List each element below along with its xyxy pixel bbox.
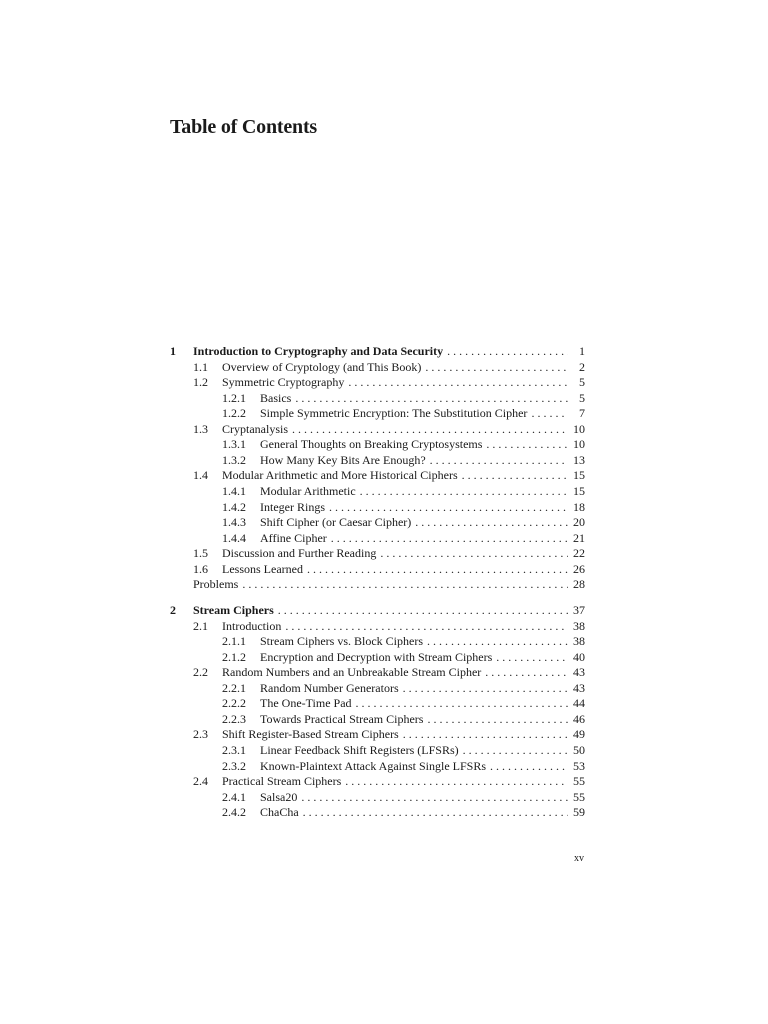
toc-entry-page: 43: [573, 680, 585, 695]
toc-entry-page: 38: [573, 618, 585, 633]
toc-entry[interactable]: [0, 712, 768, 728]
toc-entry-number: 2.2.2: [222, 696, 246, 711]
dot-leader: [303, 562, 568, 578]
toc-entry-title-wrap: [260, 805, 568, 821]
toc-entry-title-wrap: [260, 634, 568, 650]
toc-entry-number: 1.4.3: [222, 515, 246, 530]
toc-entry-title: How Many Key Bits Are Enough?: [260, 452, 426, 467]
toc-entry-page: 55: [573, 789, 585, 804]
toc-entry-title-wrap: [222, 727, 568, 743]
toc-entry-number: 2.1.1: [222, 634, 246, 649]
toc-entry-title-wrap: [260, 484, 568, 500]
toc-entry-page: 26: [573, 561, 585, 576]
dot-leader: [376, 546, 568, 562]
toc-entry-number: 2.1.2: [222, 649, 246, 664]
toc-entry-title-wrap: [260, 743, 568, 759]
dot-leader: [426, 453, 568, 469]
toc-entry-title-wrap: [260, 696, 568, 712]
toc-entry-title: Shift Cipher (or Caesar Cipher): [260, 515, 412, 530]
toc-entry-number: 1.5: [193, 546, 208, 561]
toc-entry-page: 1: [579, 344, 585, 358]
toc-entry-title: Modular Arithmetic and More Historical Ciphers: [222, 468, 458, 483]
toc-entry-title-wrap: [193, 344, 568, 360]
toc-entry-title: Simple Symmetric Encryption: The Substitution Cipher: [260, 406, 528, 421]
toc-entry-title-wrap: [260, 681, 568, 697]
toc-entry-title-wrap: [260, 712, 568, 728]
toc-entry-number: 1.1: [193, 359, 208, 374]
dot-leader: [288, 422, 568, 438]
toc-entry-title-wrap: [222, 665, 568, 681]
toc-entry[interactable]: [0, 577, 768, 593]
toc-entry-title: Discussion and Further Reading: [222, 546, 377, 561]
toc-entry-number: 2.3.1: [222, 742, 246, 757]
toc-entry-page: 18: [573, 499, 585, 514]
toc-entry-page: 10: [573, 437, 585, 452]
toc-entry-title: Overview of Cryptology (and This Book): [222, 359, 422, 374]
page-title: Table of Contents: [170, 116, 317, 138]
toc-entry-page: 37: [573, 603, 585, 617]
toc-entry[interactable]: [0, 634, 768, 650]
toc-entry-title: Towards Practical Stream Ciphers: [260, 711, 424, 726]
toc-entry-page: 15: [573, 483, 585, 498]
toc-entry[interactable]: [0, 437, 768, 453]
toc-entry-number: 1.4.2: [222, 499, 246, 514]
dot-leader: [411, 515, 568, 531]
toc-entry-title-wrap: [260, 453, 568, 469]
dot-leader: [443, 344, 568, 360]
toc-entry-page: 22: [573, 546, 585, 561]
toc-entry-number: 2.1: [193, 618, 208, 633]
dot-leader: [399, 681, 568, 697]
toc-entry-title-wrap: [222, 619, 568, 635]
dot-leader: [423, 634, 568, 650]
toc-entry-title: Introduction: [222, 618, 282, 633]
toc-entry-title: Stream Ciphers: [193, 603, 274, 617]
dot-leader: [299, 805, 568, 821]
toc-entry[interactable]: [0, 500, 768, 516]
dot-leader: [281, 619, 568, 635]
dot-leader: [459, 743, 568, 759]
toc-entry-page: 46: [573, 711, 585, 726]
toc-chapter-entry[interactable]: [0, 603, 768, 619]
toc-entry[interactable]: [0, 619, 768, 635]
toc-entry-page: 40: [573, 649, 585, 664]
toc-entry-number: 2.4: [193, 774, 208, 789]
dot-leader: [458, 468, 568, 484]
toc-entry-page: 38: [573, 634, 585, 649]
toc-entry[interactable]: [0, 531, 768, 547]
toc-entry-title-wrap: [260, 531, 568, 547]
toc-entry-page: 10: [573, 421, 585, 436]
toc-entry-title: Encryption and Decryption with Stream Ciphers: [260, 649, 493, 664]
toc-entry-title-wrap: [260, 500, 568, 516]
toc-entry-page: 7: [579, 406, 585, 421]
dot-leader: [274, 603, 568, 619]
toc-entry[interactable]: [0, 375, 768, 391]
toc-entry-page: 15: [573, 468, 585, 483]
toc-entry-page: 49: [573, 727, 585, 742]
dot-leader: [297, 790, 568, 806]
toc-entry-page: 43: [573, 665, 585, 680]
page-number: xv: [574, 853, 584, 864]
toc-entry-title: Shift Register-Based Stream Ciphers: [222, 727, 399, 742]
toc-entry-title: Known-Plaintext Attack Against Single LFSRs: [260, 758, 487, 773]
toc-entry-title-wrap: [222, 468, 568, 484]
toc-entry[interactable]: [0, 681, 768, 697]
toc-entry[interactable]: [0, 468, 768, 484]
toc-entry[interactable]: [0, 406, 768, 422]
toc-entry-number: 1.4: [193, 468, 208, 483]
toc-entry-title: Random Numbers and an Unbreakable Stream Cipher: [222, 665, 482, 680]
toc-entry-title: Problems: [193, 577, 239, 592]
toc-entry[interactable]: [0, 696, 768, 712]
toc-entry-title-wrap: [193, 577, 568, 593]
dot-leader: [327, 531, 568, 547]
toc-entry-title: Introduction to Cryptography and Data Security: [193, 344, 444, 358]
toc-entry-page: 2: [579, 359, 585, 374]
toc-entry-number: 2: [170, 603, 176, 617]
toc-entry[interactable]: [0, 774, 768, 790]
toc-entry-page: 13: [573, 452, 585, 467]
toc-entry[interactable]: [0, 391, 768, 407]
toc-entry-number: 1.4.1: [222, 483, 246, 498]
dot-leader: [423, 712, 568, 728]
toc-entry-title-wrap: [222, 360, 568, 376]
dot-leader: [356, 484, 568, 500]
toc-entry-title: The One-Time Pad: [260, 696, 352, 711]
toc-entry[interactable]: [0, 484, 768, 500]
toc-entry-title-wrap: [193, 603, 568, 619]
toc-entry-number: 2.4.2: [222, 805, 246, 820]
toc-entry-title-wrap: [222, 375, 568, 391]
dot-leader: [325, 500, 568, 516]
toc-entry-title-wrap: [260, 790, 568, 806]
toc-entry-title-wrap: [222, 422, 568, 438]
toc-entry-title: Linear Feedback Shift Registers (LFSRs): [260, 742, 459, 757]
toc-entry-title: Stream Ciphers vs. Block Ciphers: [260, 634, 423, 649]
toc-entry-number: 1.3.1: [222, 437, 246, 452]
toc-entry-title-wrap: [260, 391, 568, 407]
dot-leader: [238, 577, 568, 593]
toc-entry-number: 1: [170, 344, 176, 358]
dot-leader: [341, 774, 568, 790]
toc-entry-title: General Thoughts on Breaking Cryptosystems: [260, 437, 483, 452]
toc-entry-page: 44: [573, 696, 585, 711]
toc-entry-number: 1.4.4: [222, 530, 246, 545]
toc-entry-title: Random Number Generators: [260, 680, 399, 695]
toc-entry[interactable]: [0, 422, 768, 438]
toc-entry[interactable]: [0, 650, 768, 666]
toc-entry-page: 5: [579, 375, 585, 390]
toc-entry-number: 1.2.1: [222, 390, 246, 405]
toc-entry-title: Affine Cipher: [260, 530, 327, 545]
toc-chapter-entry[interactable]: [0, 344, 768, 360]
toc-entry-number: 1.6: [193, 561, 208, 576]
toc-entry-page: 28: [573, 577, 585, 592]
toc-entry[interactable]: [0, 790, 768, 806]
toc-entry-number: 1.3: [193, 421, 208, 436]
toc-entry-page: 50: [573, 742, 585, 757]
toc-entry[interactable]: [0, 759, 768, 775]
toc-entry[interactable]: [0, 453, 768, 469]
toc-entry-title: Cryptanalysis: [222, 421, 288, 436]
dot-leader: [352, 696, 568, 712]
toc-entry-number: 2.3: [193, 727, 208, 742]
toc-entry-number: 2.2: [193, 665, 208, 680]
toc-entry-page: 20: [573, 515, 585, 530]
toc-entry-number: 1.2.2: [222, 406, 246, 421]
toc-entry-page: 59: [573, 805, 585, 820]
toc-entry-title: Modular Arithmetic: [260, 483, 356, 498]
toc-entry-title-wrap: [260, 759, 568, 775]
toc-entry-number: 2.4.1: [222, 789, 246, 804]
toc-entry-page: 53: [573, 758, 585, 773]
toc-entry-title-wrap: [260, 406, 568, 422]
toc-entry[interactable]: [0, 743, 768, 759]
toc-entry[interactable]: [0, 515, 768, 531]
toc-entry-title-wrap: [260, 515, 568, 531]
toc-entry-title-wrap: [260, 437, 568, 453]
toc-entry-title: Symmetric Cryptography: [222, 375, 345, 390]
dot-leader: [421, 360, 568, 376]
toc-entry-title: Integer Rings: [260, 499, 325, 514]
toc-entry[interactable]: [0, 805, 768, 821]
toc-entry-title-wrap: [222, 562, 568, 578]
dot-leader: [291, 391, 568, 407]
toc-entry-title: ChaCha: [260, 805, 299, 820]
toc-entry[interactable]: [0, 665, 768, 681]
toc-entry-title: Practical Stream Ciphers: [222, 774, 342, 789]
toc-entry-page: 5: [579, 390, 585, 405]
toc-entry-page: 21: [573, 530, 585, 545]
dot-leader: [399, 727, 568, 743]
toc-entry-title: Basics: [260, 390, 292, 405]
toc-entry[interactable]: [0, 727, 768, 743]
toc-entry-number: 2.3.2: [222, 758, 246, 773]
toc-entry-number: 1.2: [193, 375, 208, 390]
toc-entry-title-wrap: [222, 774, 568, 790]
toc-entry-number: 2.2.3: [222, 711, 246, 726]
toc-entry[interactable]: [0, 546, 768, 562]
toc-entry-number: 2.2.1: [222, 680, 246, 695]
toc-entry-title: Salsa20: [260, 789, 298, 804]
dot-leader: [344, 375, 568, 391]
toc-entry-number: 1.3.2: [222, 452, 246, 467]
toc-entry[interactable]: [0, 562, 768, 578]
toc-entry[interactable]: [0, 360, 768, 376]
toc-entry-page: 55: [573, 774, 585, 789]
toc-entry-title: Lessons Learned: [222, 561, 303, 576]
toc-entry-title-wrap: [260, 650, 568, 666]
toc-entry-title-wrap: [222, 546, 568, 562]
